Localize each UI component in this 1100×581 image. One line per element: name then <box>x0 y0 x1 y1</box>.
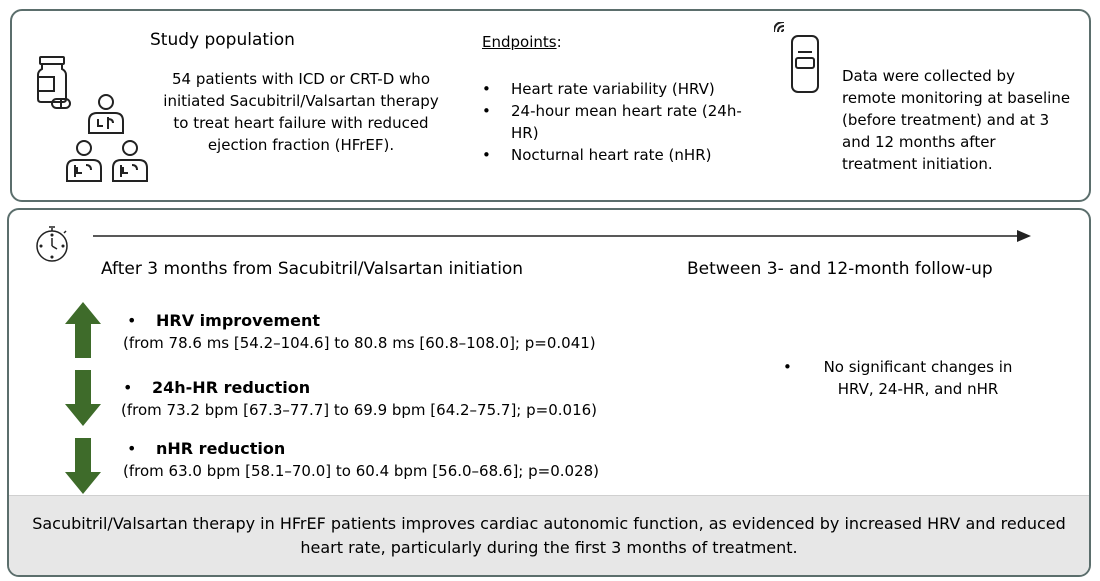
result-nhr: • nHR reduction (from 63.0 bpm [58.1–70.0] to 60.4 bpm [56.0–68.6]; p=0.028) <box>123 439 600 480</box>
endpoint-item: • 24-hour mean heart rate (24h-HR) <box>482 100 747 144</box>
timeline-arrow <box>93 228 1033 248</box>
study-overview-panel <box>10 9 1091 202</box>
decrease-arrow-icon <box>65 438 101 494</box>
data-collection-text: Data were collected by remote monitoring at baseline (before treatment) and at 3 and 12 months after treatment initiation. <box>842 67 1071 173</box>
timeline-left-title: After 3 months from Sacubitril/Valsartan initiation <box>101 259 524 279</box>
endpoints-heading <box>482 31 562 53</box>
endpoints-heading-label: Endpoints <box>482 33 557 51</box>
result-title: HRV improvement <box>156 311 320 330</box>
result-detail: (from 63.0 bpm [58.1–70.0] to 60.4 bpm [56.0–68.6]; p=0.028) <box>123 462 600 480</box>
remote-monitor-icon <box>774 22 824 94</box>
conclusion-text: Sacubitril/Valsartan therapy in HFrEF patients improves cardiac autonomic function, as evidenced by increased HRV and reduced heart rate, particularly during the first 3 months of treatment. <box>32 513 1066 557</box>
result-title: 24h-HR reduction <box>152 378 311 397</box>
decrease-arrow-icon <box>65 370 101 426</box>
result-hrv: • HRV improvement (from 78.6 ms [54.2–104.6] to 80.8 ms [60.8–108.0]; p=0.041) <box>123 311 596 352</box>
followup-result: • No significant changes in HRV, 24-HR, and nHR <box>783 356 1023 400</box>
timeline-right-title: Between 3- and 12-month follow-up <box>687 259 993 279</box>
conclusion-banner <box>9 495 1089 575</box>
endpoint-item: • Heart rate variability (HRV) <box>482 78 747 100</box>
result-title: nHR reduction <box>156 439 286 458</box>
result-detail: (from 73.2 bpm [67.3–77.7] to 69.9 bpm [64.2–75.7]; p=0.016) <box>121 401 598 419</box>
study-population-heading: Study population <box>150 30 295 50</box>
increase-arrow-icon <box>65 302 101 358</box>
followup-result-text: No significant changes in HRV, 24-HR, and nHR <box>823 358 1013 398</box>
endpoints-heading-colon: : <box>556 33 562 51</box>
endpoint-item: • Nocturnal heart rate (nHR) <box>482 144 747 166</box>
patients-icon <box>64 93 156 187</box>
study-population-description: 54 patients with ICD or CRT-D who initiated Sacubitril/Valsartan therapy to treat heart failure with reduced ejection fraction (HFrEF). <box>163 70 439 154</box>
results-panel <box>7 208 1091 577</box>
endpoints-list <box>482 78 747 166</box>
result-detail: (from 78.6 ms [54.2–104.6] to 80.8 ms [60.8–108.0]; p=0.041) <box>123 334 596 352</box>
stopwatch-icon <box>33 224 73 264</box>
result-24h-hr: • 24h-HR reduction (from 73.2 bpm [67.3–77.7] to 69.9 bpm [64.2–75.7]; p=0.016) <box>121 378 598 419</box>
